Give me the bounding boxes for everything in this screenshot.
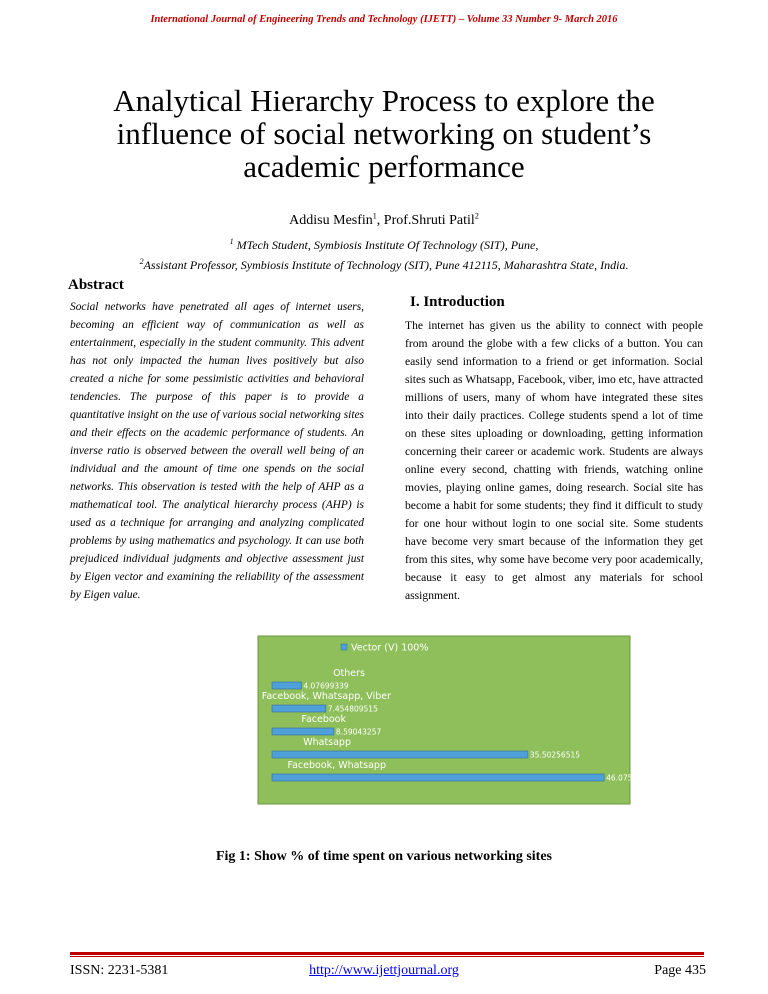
legend-swatch — [341, 644, 347, 650]
affiliation-2 — [0, 258, 768, 273]
figure-caption: Fig 1: Show % of time spent on various networking sites — [215, 849, 552, 864]
author-1-name: Addisu Mesfin — [289, 213, 373, 228]
data-label: 4.07699339 — [303, 681, 349, 691]
bar — [272, 751, 528, 758]
author-2-sup: 2 — [474, 211, 479, 221]
author-1-sup: 1 — [372, 211, 377, 221]
affiliation-2-text: Assistant Professor, Symbiosis Institute of Technology (SIT), Pune 412115, Maharashtra State, India. — [143, 258, 629, 272]
figure-1-chart — [258, 636, 657, 804]
category-label: Facebook — [301, 714, 346, 725]
category-label: Others — [333, 668, 365, 679]
category-label: Facebook, Whatsapp — [287, 760, 386, 771]
footer-issn: ISSN: 2231-5381 — [70, 963, 169, 978]
footer-page-number: Page 435 — [654, 963, 706, 978]
data-label: 35.50256515 — [529, 750, 581, 760]
author-separator: , — [376, 213, 384, 228]
introduction-heading: I. Introduction — [410, 294, 505, 310]
abstract-body: Social networks have penetrated all ages of internet users, becoming an efficient way of communication as well as entertainment, especially in the student community. This advent has not only impacted the human lives positively but also created a niche for some pessimistic activities and behavioral tendencies. The purpose of this paper is to provide a quantitative insight on the use of various social networking sites and their effects on the academic performance of students. An inverse ratio is observed between the overall well being of an individual and the amount of time one spends on the social networks. This observation is tested with the help of AHP as a mathematical tool. The analytical hierarchy process (AHP) is used as a technique for arranging and analyzing complicated problems by using mathematics and psychology. It can use both prejudiced individual judgments and objective assessment just by Eigen vector and examining the reliability of the assessment by Eigen value. — [70, 301, 364, 601]
author-2-name: Prof.Shruti Patil — [383, 213, 475, 228]
data-label: 46.07570539 — [606, 773, 657, 783]
bar — [272, 705, 326, 712]
introduction-body: The internet has given us the ability to connect with people from around the globe with a few clicks of a button. You can easily send information to a friend or get information. Social sites such as Whatsapp, Facebook, viber, imo etc, have attracted millions of users, many of whom have integrated these sites into their daily practices. College students spend a lot of time on these sites uploading or downloading, getting information concerning their career or academic work. Students are always online every second, chatting with friends, watching online movies, playing online games, doing research. Social site has become a habit for some students; they find it difficult to study for one hour without login to one social site. Some students have become very smart because of the information they get from this sites, why some have become very poor academically, because it easy to get almost any materials for school assignment. — [405, 319, 703, 602]
data-label: 7.454809515 — [327, 704, 378, 714]
bar — [272, 774, 604, 781]
paper-title: Analytical Hierarchy Process to explore the influence of social networking on student’s academic performance — [113, 83, 655, 184]
category-label: Whatsapp — [303, 737, 351, 748]
footer-rule — [70, 952, 704, 955]
bar-chart — [258, 636, 657, 804]
author-line — [0, 213, 768, 229]
affiliation-2-sup: 2 — [139, 257, 144, 266]
affiliation-1-sup: 1 — [229, 237, 234, 246]
bar — [272, 682, 301, 689]
bar — [272, 728, 334, 735]
category-label: Facebook, Whatsapp, Viber — [261, 691, 391, 702]
abstract-heading: Abstract — [68, 277, 124, 293]
data-label: 8.59043257 — [335, 727, 382, 737]
footer-url[interactable]: http://www.ijettjournal.org — [309, 963, 459, 978]
journal-header: International Journal of Engineering Trends and Technology (IJETT) – Volume 33 Number 9- March 2016 — [150, 14, 618, 25]
affiliation-1-text: MTech Student, Symbiosis Institute Of Technology (SIT), Pune, — [233, 238, 539, 252]
footer-rule-thin — [70, 956, 704, 957]
affiliation-1 — [0, 238, 768, 253]
legend-label: Vector (V) 100% — [351, 642, 429, 654]
